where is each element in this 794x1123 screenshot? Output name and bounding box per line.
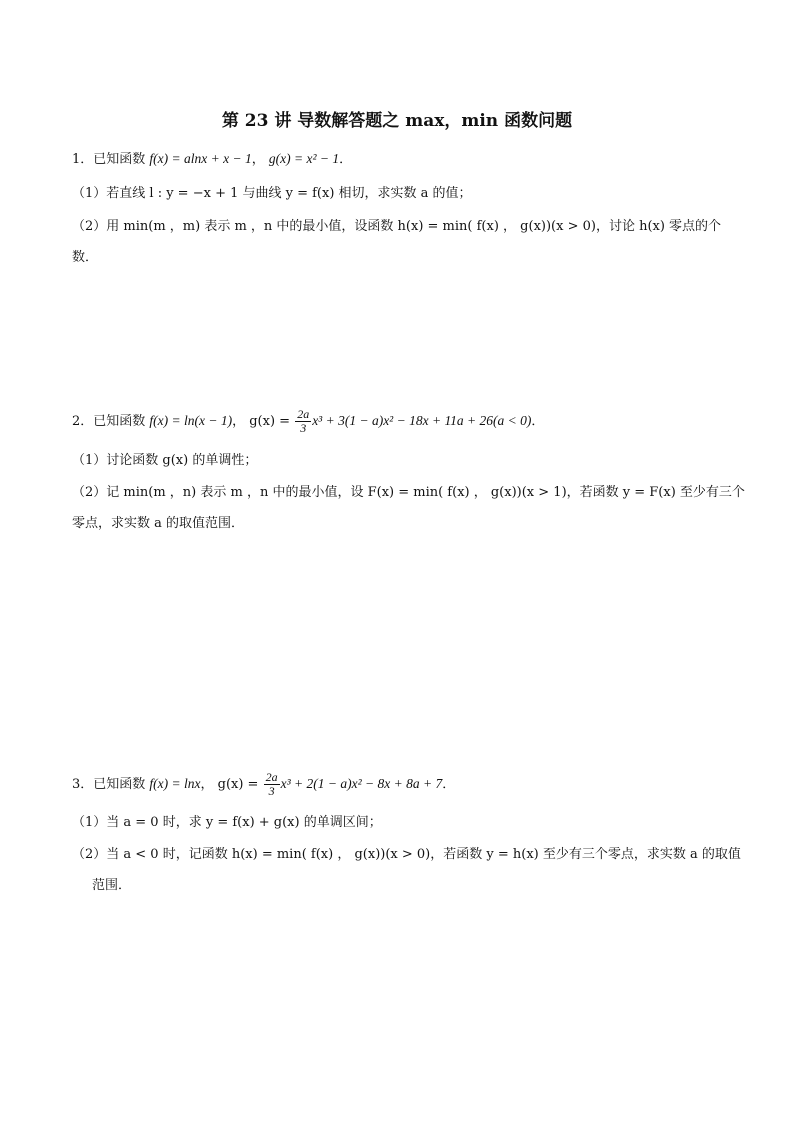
problem-1-part-2-line-1: （2）用 min(m ，m) 表示 m ，n 中的最小值，设函数 h(x) = min( f(x) ， g(x))(x > 0)，讨论 h(x) 零点的个 — [72, 219, 722, 234]
problem-1-stem — [72, 150, 732, 169]
problem-2-part-2-line-2: 零点，求实数 a 的取值范围． — [72, 516, 245, 531]
problem-3-stem — [72, 771, 732, 798]
problem-2-separator: ， g(x) = — [232, 414, 295, 429]
problem-2-fraction — [295, 408, 311, 435]
problem-2-fraction-numerator: 2a — [297, 407, 310, 421]
problem-2-function-f: f(x) = ln(x − 1) — [149, 413, 233, 428]
problem-1-stem-prefix: 1．已知函数 — [72, 152, 150, 167]
problem-3-part-2-line-2: 范围． — [92, 878, 132, 893]
problem-3-function-f: f(x) = lnx — [149, 776, 201, 791]
page-title: 第 23 讲 导数解答题之 max，min 函数问题 — [221, 111, 573, 131]
problem-2-stem-suffix: ． — [531, 414, 545, 429]
problem-3-part-1: （1）当 a = 0 时，求 y = f(x) + g(x) 的单调区间； — [72, 815, 382, 830]
problem-1-part-1: （1）若直线 l : y = −x + 1 与曲线 y = f(x) 相切，求实数 a 的值； — [72, 186, 472, 201]
problem-1-separator: ， — [251, 152, 269, 167]
problem-3-separator: ， g(x) = — [200, 777, 263, 792]
problem-3-function-g: x³ + 2(1 − a)x² − 8x + 8a + 7 — [280, 776, 443, 791]
problem-2-stem-prefix: 2．已知函数 — [72, 414, 150, 429]
problem-2-part-1: （1）讨论函数 g(x) 的单调性； — [72, 453, 258, 468]
problem-3-fraction-numerator: 2a — [265, 770, 278, 784]
problem-3-fraction — [264, 771, 280, 798]
problem-1-function-f: f(x) = alnx + x − 1 — [149, 151, 252, 166]
problem-3-stem-suffix: ． — [442, 777, 456, 792]
problem-2-fraction-denominator: 3 — [300, 421, 307, 435]
problem-2-stem — [72, 408, 732, 435]
problem-1-part-2-line-2: 数． — [72, 250, 99, 265]
problem-2-part-2-line-1: （2）记 min(m ，n) 表示 m ，n 中的最小值，设 F(x) = min( f(x) ， g(x))(x > 1)，若函数 y = F(x) 至少有三个 — [72, 485, 745, 500]
problem-2-function-g: x³ + 3(1 − a)x² − 18x + 11a + 26(a < 0) — [312, 413, 532, 428]
problem-3-stem-prefix: 3．已知函数 — [72, 777, 150, 792]
problem-3-part-2-line-1: （2）当 a < 0 时，记函数 h(x) = min( f(x) ， g(x))(x > 0)，若函数 y = h(x) 至少有三个零点，求实数 a 的取值 — [72, 847, 741, 862]
problem-1-stem-suffix: ． — [339, 152, 353, 167]
problem-3-fraction-denominator: 3 — [268, 784, 275, 798]
problem-1-function-g: g(x) = x² − 1 — [268, 151, 340, 166]
